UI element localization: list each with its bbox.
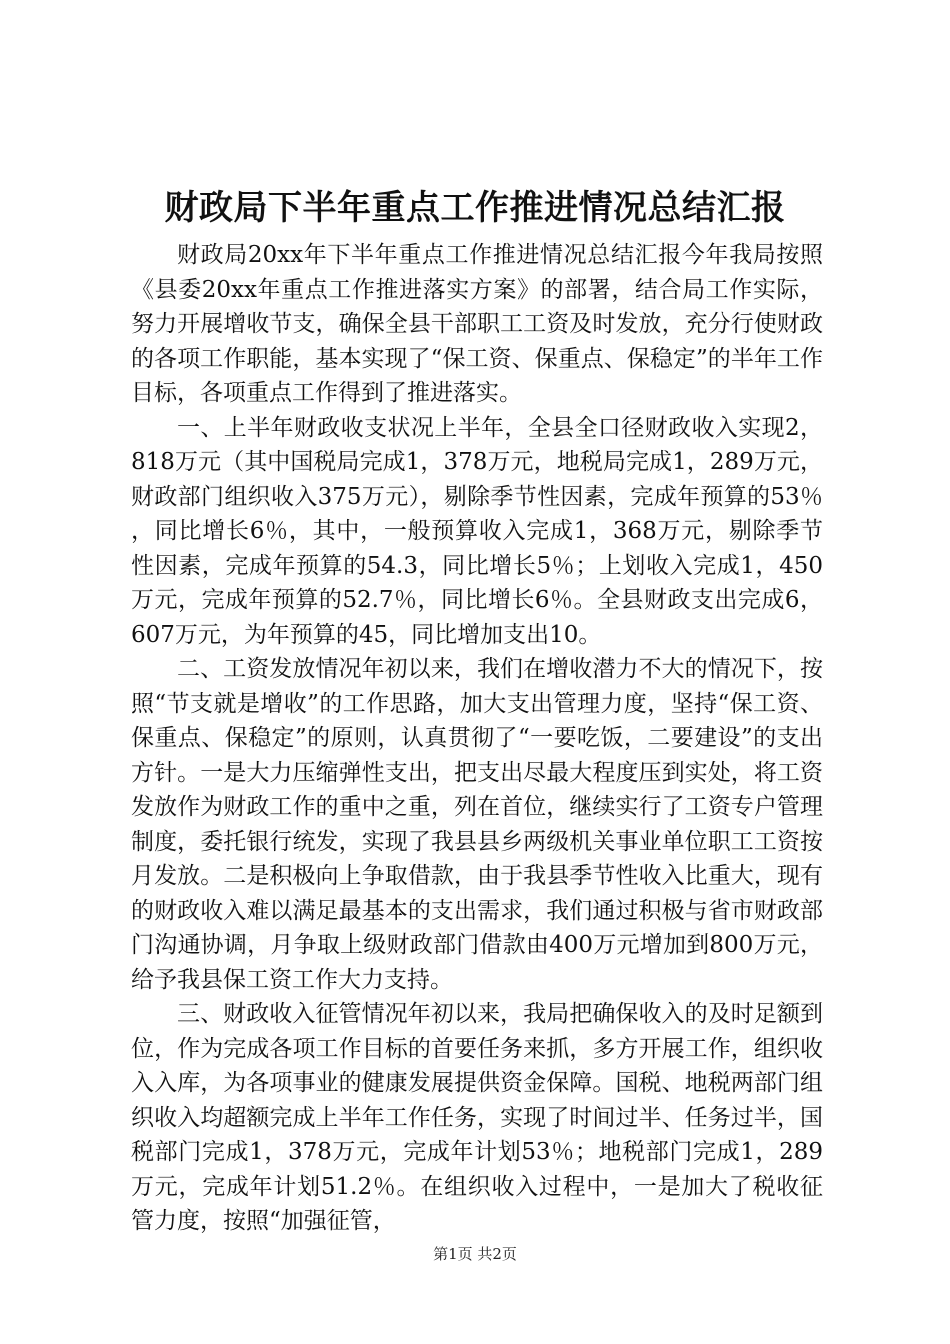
paragraph-intro: 财政局20xx年下半年重点工作推进情况总结汇报今年我局按照《县委20xx年重点工作推进落实方案》的部署，结合局工作实际，努力开展增收节支，确保全县干部职工工资及时发放，充分行使财政的各项工作职能，基本实现了“保工资、保重点、保稳定”的半年工作目标，各项重点工作得到了推进落实。 (131, 242, 823, 406)
document-body (131, 238, 823, 1239)
paragraph-section-3: 三、财政收入征管情况年初以来，我局把确保收入的及时足额到位，作为完成各项工作目标的首要任务来抓，多方开展工作，组织收入入库，为各项事业的健康发展提供资金保障。国税、地税两部门组织收入均超额完成上半年工作任务，实现了时间过半、任务过半，国税部门完成1，378万元，完成年计划53％；地税部门完成1，289万元，完成年计划51.2％。在组织收入过程中，一是加大了税收征管力度，按照“加强征管， (131, 1001, 823, 1234)
paragraph-section-1: 一、上半年财政收支状况上半年，全县全口径财政收入实现2，818万元（其中国税局完成1，378万元，地税局完成1，289万元，财政部门组织收入375万元），剔除季节性因素，完成年预算的53％，同比增长6％，其中，一般预算收入完成1，368万元，剔除季节性因素，完成年预算的54.3，同比增长5％；上划收入完成1，450万元，完成年预算的52.7％，同比增长6％。全县财政支出完成6，607万元，为年预算的45，同比增加支出10。 (131, 414, 823, 648)
page-footer: 第1页 共2页 (433, 1245, 517, 1263)
paragraph-section-2: 二、工资发放情况年初以来，我们在增收潜力不大的情况下，按照“节支就是增收”的工作思路，加大支出管理力度，坚持“保工资、保重点、保稳定”的原则，认真贯彻了“一要吃饭，二要建设”的支出方针。一是大力压缩弹性支出，把支出尽最大程度压到实处，将工资发放作为财政工作的重中之重，列在首位，继续实行了工资专户管理制度，委托银行统发，实现了我县县乡两级机关事业单位职工工资按月发放。二是积极向上争取借款，由于我县季节性收入比重大，现有的财政收入难以满足最基本的支出需求，我们通过积极与省市财政部门沟通协调，月争取上级财政部门借款由400万元增加到800万元，给予我县保工资工作大力支持。 (131, 656, 823, 993)
document-title: 财政局下半年重点工作推进情况总结汇报 (164, 188, 786, 228)
